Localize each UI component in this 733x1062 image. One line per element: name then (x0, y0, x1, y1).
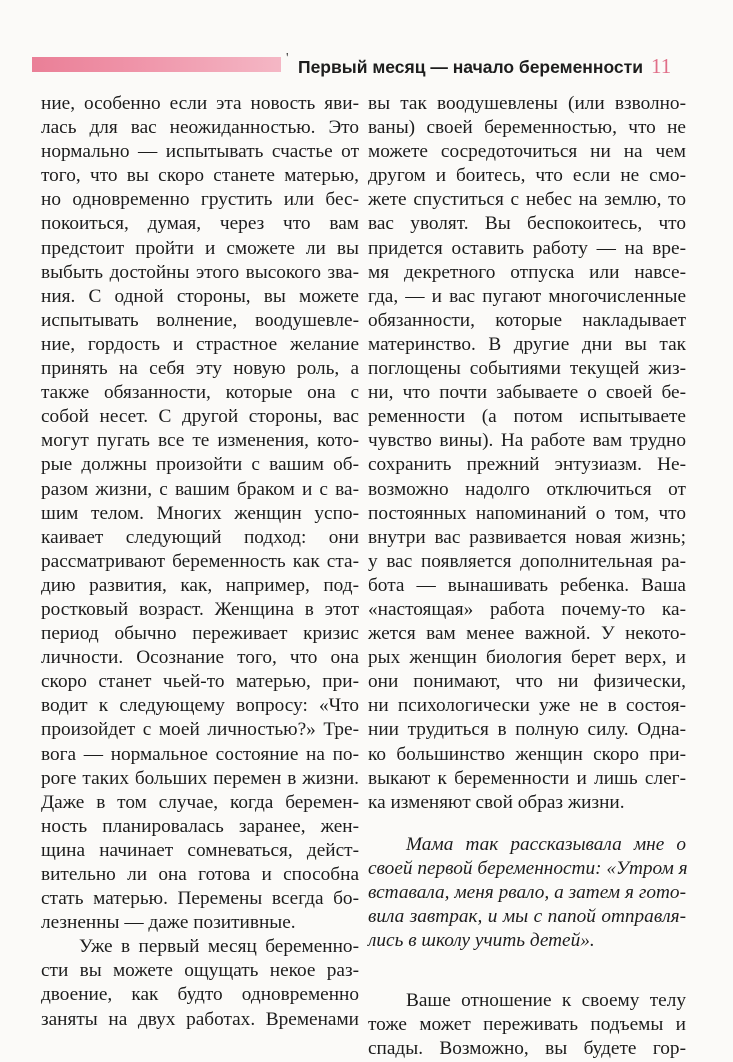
right-paragraph-1 (368, 92, 686, 815)
text-line: жете спуститься с небес на землю, то (368, 189, 686, 211)
text-line: вога — нормальное состояние на по- (41, 743, 359, 765)
text-line: другом и боитесь, что если не смо- (368, 165, 686, 187)
text-line: вы так воодушевлены (или взволно- (368, 93, 686, 114)
text-line: ко большинство женщин скоро при- (368, 743, 686, 765)
text-line: разом жизни, с вашим браком и с ва- (41, 478, 359, 500)
page-number: 11 (651, 54, 672, 78)
header-tick-mark: ' (286, 51, 289, 66)
text-line: ни, что почти забываете о своей бе- (368, 382, 686, 404)
paragraph-gap (368, 953, 686, 989)
text-line: обязанности, которые накладывает (368, 309, 686, 331)
text-line: Даже в том случае, когда беремен- (41, 791, 359, 813)
text-line: поглощены событиями текущей жиз- (368, 358, 686, 380)
text-line: принять на себя эту новую роль, а (41, 358, 359, 380)
text-line: постоянных напоминаний о том, что (368, 502, 686, 524)
text-line: возможно надолго отключиться от (368, 478, 686, 500)
text-line: спады. Возможно, вы будете гор- (368, 1038, 686, 1060)
right-column (368, 92, 686, 1062)
text-line: придется оставить работу — на вре- (368, 237, 686, 259)
text-line: чувство вины). На работе вам трудно (368, 430, 686, 452)
text-line: но одновременно грустить или бес- (41, 189, 359, 211)
text-line: «настоящая» работа почему-то ка- (368, 598, 686, 620)
text-line: можете сосредоточиться ни на чем (368, 141, 686, 163)
text-line: бота — вынашивать ребенка. Ваша (368, 574, 686, 596)
text-line: рые должны произойти с вашим об- (41, 454, 359, 476)
text-line: шим телом. Многих женщин успо- (41, 502, 359, 524)
text-line: двоение, как будто одновременно (41, 984, 359, 1006)
text-line: внутри вас развивается новая жизнь; (368, 526, 686, 548)
text-line: ние, гордость и страстное желание (41, 333, 359, 355)
text-line: вставала, меня рвало, а затем я гото- (368, 882, 686, 903)
text-line: Мама так рассказывала мне о (406, 833, 686, 855)
text-line: ния. С одной стороны, вы можете (41, 285, 359, 307)
text-line: предстоит пройти и сможете ли вы (41, 237, 359, 259)
text-line: гда, — и вас пугают многочисленные (368, 285, 686, 307)
text-line: роге таких больших перемен в жизни. (41, 767, 359, 789)
text-line: дию развития, как, например, под- (41, 574, 359, 596)
header-accent-bar (32, 57, 281, 72)
text-line: жется вам менее важной. У некото- (368, 623, 686, 645)
text-line: они понимают, что ни физически, (368, 671, 686, 693)
running-header-title: Первый месяц — начало беременности (298, 57, 643, 77)
text-line: сти вы можете ощущать некое раз- (41, 960, 359, 982)
text-line: ростковый возраст. Женщина в этот (41, 598, 359, 620)
left-column (41, 92, 359, 1032)
text-line: нормально — испытывать счастье от (41, 141, 359, 163)
text-line: ние, особенно если эта новость яви- (41, 93, 359, 114)
text-line: Ваше отношение к своему телу (406, 990, 686, 1012)
text-line: рых женщин биология берет верх, и (368, 647, 686, 669)
text-line: сохранить прежний энтузиазм. Не- (368, 454, 686, 476)
text-line: рассматривают беременность как ста- (41, 550, 359, 572)
text-line: также обязанности, которые она с (41, 382, 359, 404)
text-line: личности. Осознание того, что она (41, 647, 359, 669)
text-line: своей первой беременности: «Утром я (368, 857, 688, 879)
text-line: Уже в первый месяц беременно- (79, 936, 359, 958)
text-line: ность планировалась заранее, жен- (41, 815, 359, 837)
text-line: заняты на двух работах. Временами (41, 1008, 359, 1030)
text-line: ременности (а потом испытываете (368, 406, 686, 428)
text-line: у вас появляется дополнительная ра- (368, 550, 686, 572)
text-line: выбыть достойны этого высокого зва- (41, 261, 359, 283)
text-line: вительно ли она готова и способна (41, 864, 359, 885)
text-line: выкают к беременности и лишь слег- (368, 767, 686, 789)
text-line: ни психологически уже не в состоя- (368, 695, 686, 717)
text-line: покоиться, думая, через что вам (41, 213, 359, 235)
text-line: щина начинает сомневаться, дейст- (41, 839, 359, 861)
text-line: могут пугать все те изменения, кото- (41, 430, 359, 452)
right-paragraph-2 (368, 989, 686, 1061)
text-line: ваны) своей беременностью, что не (368, 117, 686, 139)
left-paragraph-2 (41, 935, 359, 1031)
text-line: собой несет. С другой стороны, вас (41, 406, 359, 428)
text-line: ка изменяют свой образ жизни. (368, 791, 625, 813)
text-line: период обычно переживает кризис (41, 623, 359, 645)
text-line: мя декретного отпуска или навсе- (368, 261, 686, 283)
text-line: вила завтрак, и мы с папой отправля- (368, 906, 686, 928)
text-line: материнство. В другие дни вы так (368, 333, 686, 355)
text-line: лась для вас неожиданностью. Это (41, 117, 359, 139)
text-line: скоро станет чьей-то матерью, при- (41, 671, 359, 693)
text-line: тоже может переживать подъемы и (368, 1014, 686, 1036)
text-line: водит к следующему вопросу: «Что (41, 695, 359, 717)
text-line: испытывать волнение, воодушевле- (41, 309, 359, 331)
text-line: лись в школу учить детей». (368, 930, 595, 952)
text-line: лезненны — даже позитивные. (41, 912, 296, 934)
quote-paragraph (368, 833, 686, 953)
text-line: вас уволят. Вы беспокоитесь, что (368, 213, 686, 235)
text-line: каивает следующий подход: они (41, 526, 359, 548)
text-line: произойдет с моей личностью?» Тре- (41, 719, 359, 741)
text-line: того, что вы скоро станете матерью, (41, 165, 359, 187)
text-line: стать матерью. Перемены всегда бо- (41, 888, 359, 910)
left-paragraph-1 (41, 92, 359, 935)
text-line: нии трудиться в полную силу. Одна- (368, 719, 686, 741)
